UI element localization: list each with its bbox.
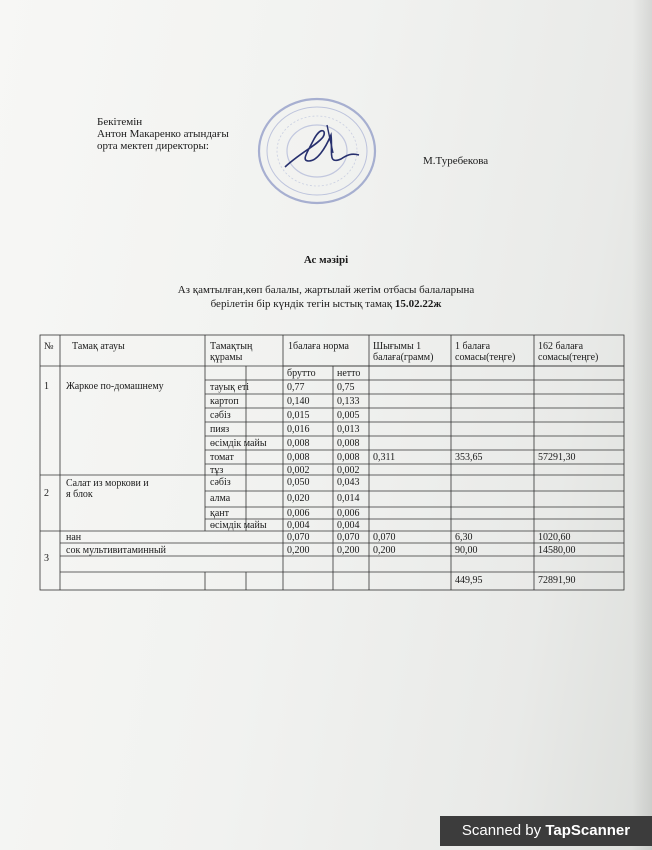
- subtitle-text: берілетін бір күндік тегін ыстық тамақ: [210, 298, 393, 310]
- table-row-brutto: 0,020: [287, 493, 310, 504]
- table-row-netto: 0,013: [337, 424, 360, 435]
- header-total-line-1: 162 балаға: [538, 341, 584, 352]
- table-row-consumption: 0,070: [373, 532, 396, 543]
- approval-line-2: Антон Макаренко атындағы: [97, 128, 229, 140]
- group2-dish-name-line-1: Салат из моркови и: [66, 478, 149, 489]
- table-row-per-child: 90,00: [455, 545, 478, 556]
- table-row-brutto: 0,200: [287, 545, 310, 556]
- table-row-ingredient: өсімдік майы: [210, 438, 267, 449]
- table-row-brutto: 0,002: [287, 465, 310, 476]
- table-row-brutto: 0,008: [287, 452, 310, 463]
- table-row-netto: 0,004: [337, 520, 360, 531]
- header-number: №: [44, 341, 54, 352]
- group2-dish-name-line-2: я блок: [66, 489, 93, 500]
- approval-line-3: орта мектеп директоры:: [97, 140, 209, 152]
- group1-number: 1: [44, 381, 49, 392]
- header-consumption-line-1: Шығымы 1: [373, 341, 422, 352]
- table-row-ingredient: сәбіз: [210, 477, 231, 488]
- grand-total-sum: 72891,90: [538, 575, 576, 586]
- group2-number: 2: [44, 488, 49, 499]
- table-row-ingredient: өсімдік майы: [210, 520, 267, 531]
- header-per-child-line-1: 1 балаға: [455, 341, 491, 352]
- header-per-child-line-2: сомасы(теңге): [455, 352, 516, 363]
- table-row-netto: 0,200: [337, 545, 360, 556]
- table-row-netto: 0,006: [337, 508, 360, 519]
- header-dish-name: Тамақ атауы: [72, 341, 125, 352]
- table-row-netto: 0,043: [337, 477, 360, 488]
- grand-total-per-child: 449,95: [455, 575, 483, 586]
- table-row-brutto: 0,140: [287, 396, 310, 407]
- group1-per-child-sum: 353,65: [455, 452, 483, 463]
- scanner-prefix: Scanned by: [461, 822, 542, 839]
- table-row-netto: 0,133: [337, 396, 360, 407]
- table-row-item: сок мультивитаминный: [66, 545, 167, 556]
- header-composition-line-2: құрамы: [210, 352, 243, 363]
- table-row-netto: 0,008: [337, 438, 360, 449]
- menu-subtitle-line-1: Аз қамтылған,көп балалы, жартылай жетім отбасы балаларына: [177, 284, 475, 296]
- table-row-brutto: 0,008: [287, 438, 310, 449]
- table-row-brutto: 0,004: [287, 520, 310, 531]
- header-composition-line-1: Тамақтың: [210, 341, 253, 352]
- group1-total-sum: 57291,30: [538, 452, 576, 463]
- table-row-brutto: 0,015: [287, 410, 310, 421]
- header-total-line-2: сомасы(теңге): [538, 352, 599, 363]
- scanner-watermark: [440, 816, 652, 846]
- header-brutto: брутто: [287, 368, 316, 379]
- table-row-netto: 0,002: [337, 465, 360, 476]
- table-row-netto: 0,75: [337, 382, 355, 393]
- table-row-brutto: 0,006: [287, 508, 310, 519]
- table-row-item: нан: [66, 532, 82, 543]
- group1-dish-name: Жаркое по-домашнему: [66, 381, 164, 392]
- menu-date: 15.02.22ж: [394, 298, 442, 310]
- director-name: М.Туребекова: [423, 155, 489, 167]
- approval-line-1: Бекітемін: [97, 116, 143, 128]
- table-row-ingredient: сәбіз: [210, 410, 231, 421]
- table-row-netto: 0,014: [337, 493, 360, 504]
- group3-number: 3: [44, 553, 49, 564]
- menu-title: Ас мәзірі: [303, 254, 349, 266]
- table-row-ingredient: қант: [210, 508, 230, 519]
- table-row-ingredient: тауық еті: [210, 382, 250, 393]
- table-row-brutto: 0,016: [287, 424, 310, 435]
- table-row-consumption: 0,200: [373, 545, 396, 556]
- table-row-ingredient: тұз: [210, 465, 224, 476]
- header-netto: нетто: [337, 368, 361, 379]
- table-row-brutto: 0,77: [287, 382, 305, 393]
- table-row-ingredient: пияз: [210, 424, 230, 435]
- table-row-ingredient: алма: [210, 493, 231, 504]
- header-norm: 1балаға норма: [288, 341, 349, 352]
- table-row-brutto: 0,070: [287, 532, 310, 543]
- header-consumption-line-2: балаға(грамм): [373, 352, 434, 363]
- table-row-ingredient: картоп: [210, 396, 239, 407]
- group1-consumption: 0,311: [373, 452, 396, 463]
- table-row-netto: 0,008: [337, 452, 360, 463]
- table-row-total: 1020,60: [538, 532, 571, 543]
- table-row-total: 14580,00: [538, 545, 576, 556]
- table-row-brutto: 0,050: [287, 477, 310, 488]
- table-row-ingredient: томат: [210, 452, 234, 463]
- table-row-netto: 0,070: [337, 532, 360, 543]
- table-row-netto: 0,005: [337, 410, 360, 421]
- scanner-brand: TapScanner: [545, 822, 631, 839]
- table-row-per-child: 6,30: [455, 532, 473, 543]
